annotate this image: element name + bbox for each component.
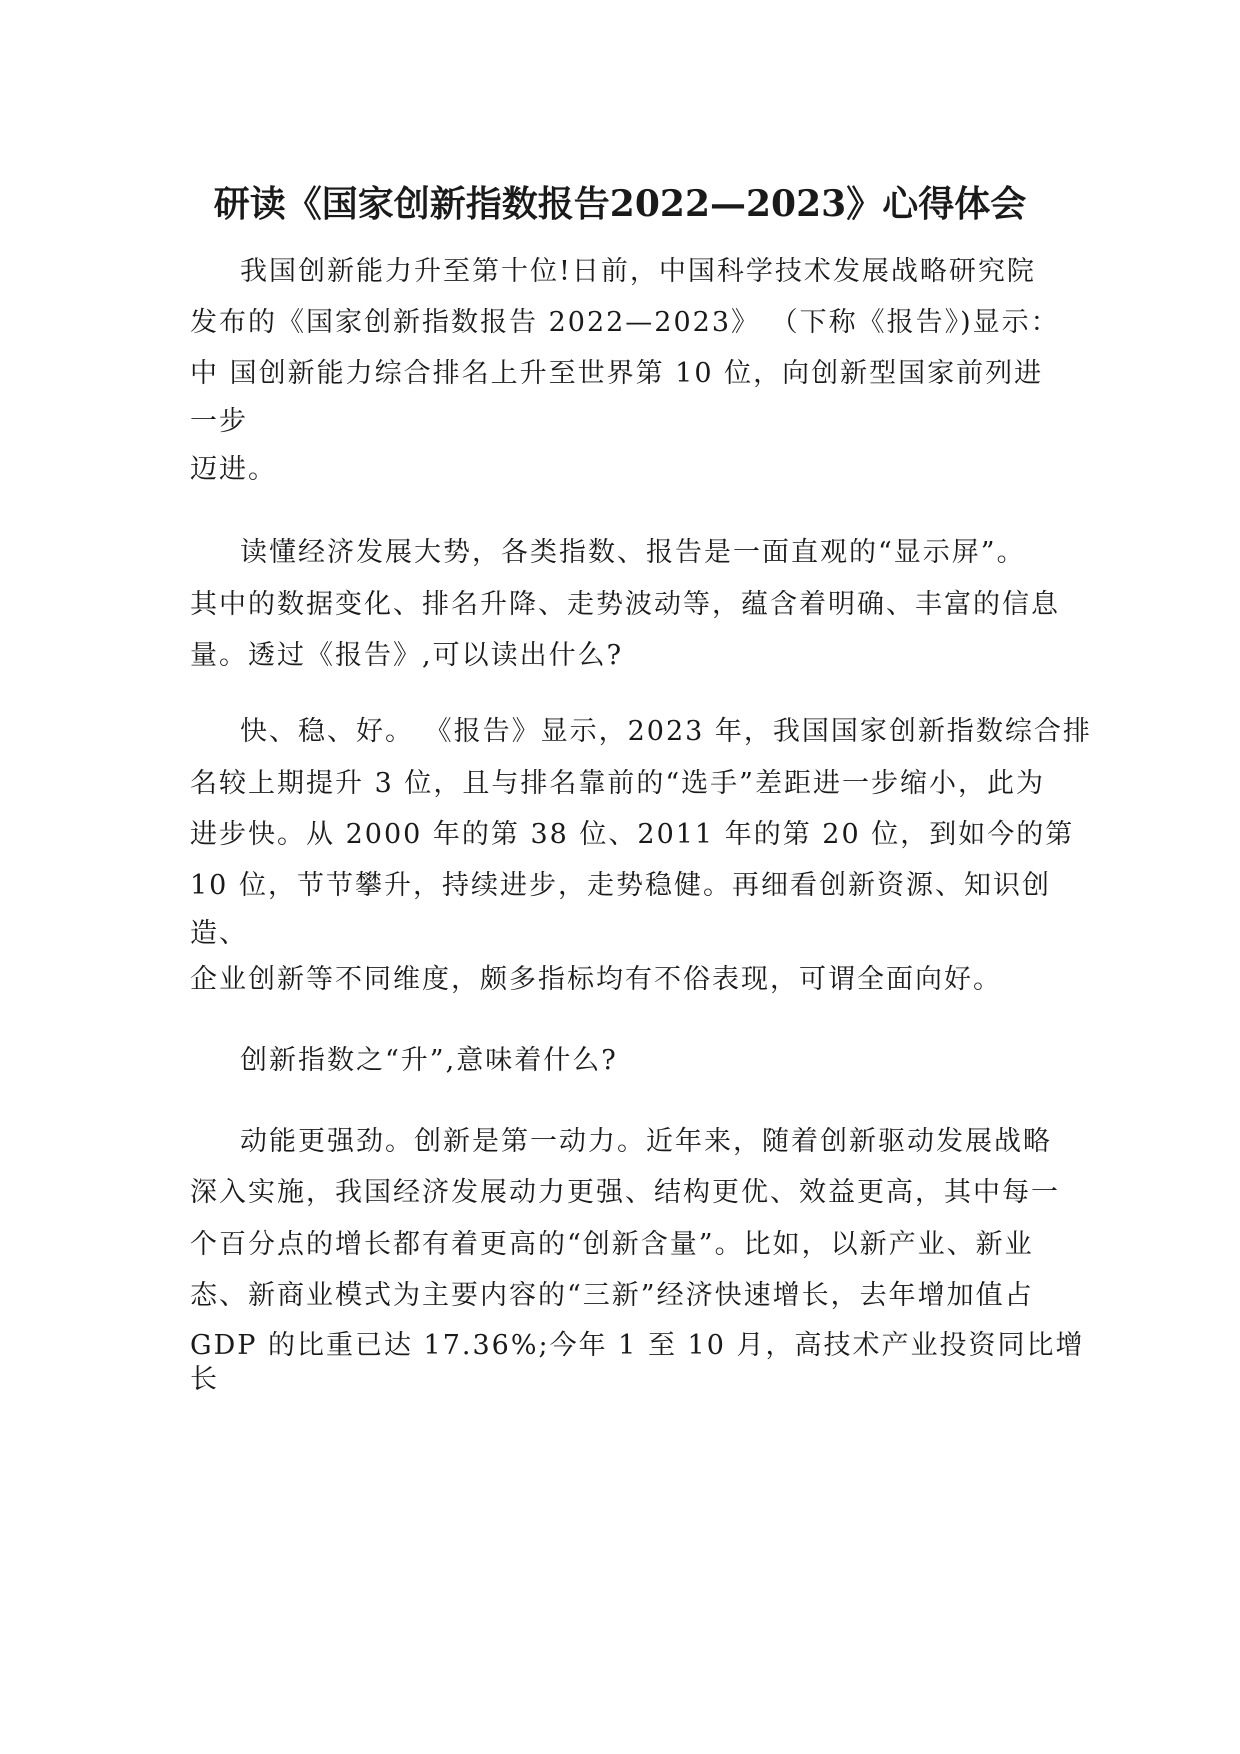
paragraph-5-line-5: GDP 的比重已达 17.36%;今年 1 至 10 月，高技术产业投资同比增 <box>190 1330 1085 1361</box>
paragraph-3-line-1: 快、稳、好。 《报告》显示，2023 年，我国国家创新指数综合排 <box>240 716 1092 747</box>
paragraph-5-line-6: 长 <box>190 1364 219 1395</box>
paragraph-1-line-1: 我国创新能力升至第十位!日前，中国科学技术发展战略研究院 <box>240 256 1036 287</box>
paragraph-3-line-2: 名较上期提升 3 位，且与排名靠前的“选手”差距进一步缩小，此为 <box>190 768 1045 799</box>
paragraph-5-line-4: 态、新商业模式为主要内容的“三新”经济快速增长，去年增加值占 <box>190 1280 1034 1311</box>
paragraph-1-line-4: 一步 <box>190 406 248 437</box>
paragraph-2-line-3: 量。透过《报告》,可以读出什么? <box>190 640 624 671</box>
paragraph-3-line-3: 进步快。从 2000 年的第 38 位、2011 年的第 20 位，到如今的第 <box>190 819 1075 850</box>
paragraph-5-line-2: 深入实施，我国经济发展动力更强、结构更优、效益更高，其中每一 <box>190 1177 1060 1208</box>
paragraph-3-line-6: 企业创新等不同维度，颇多指标均有不俗表现，可谓全面向好。 <box>190 964 1002 995</box>
paragraph-3-line-4: 10 位，节节攀升，持续进步，走势稳健。再细看创新资源、知识创 <box>190 870 1051 901</box>
paragraph-4-line-1: 创新指数之“升”,意味着什么? <box>240 1045 618 1076</box>
paragraph-2-line-1: 读懂经济发展大势，各类指数、报告是一面直观的“显示屏”。 <box>240 537 1026 568</box>
paragraph-1-line-2: 发布的《国家创新指数报告 2022—2023》 （下称《报告》)显示： <box>190 307 1060 338</box>
document-title: 研读《国家创新指数报告2022—2023》心得体会 <box>213 183 1027 225</box>
paragraph-1-line-3: 中 国创新能力综合排名上升至世界第 10 位，向创新型国家前列进 <box>190 358 1044 389</box>
paragraph-5-line-3: 个百分点的增长都有着更高的“创新含量”。比如，以新产业、新业 <box>190 1229 1034 1260</box>
paragraph-1-line-5: 迈进。 <box>190 454 277 485</box>
paragraph-3-line-5: 造、 <box>190 918 248 949</box>
paragraph-5-line-1: 动能更强劲。创新是第一动力。近年来，随着创新驱动发展战略 <box>240 1126 1052 1157</box>
paragraph-2-line-2: 其中的数据变化、排名升降、走势波动等，蕴含着明确、丰富的信息 <box>190 589 1060 620</box>
